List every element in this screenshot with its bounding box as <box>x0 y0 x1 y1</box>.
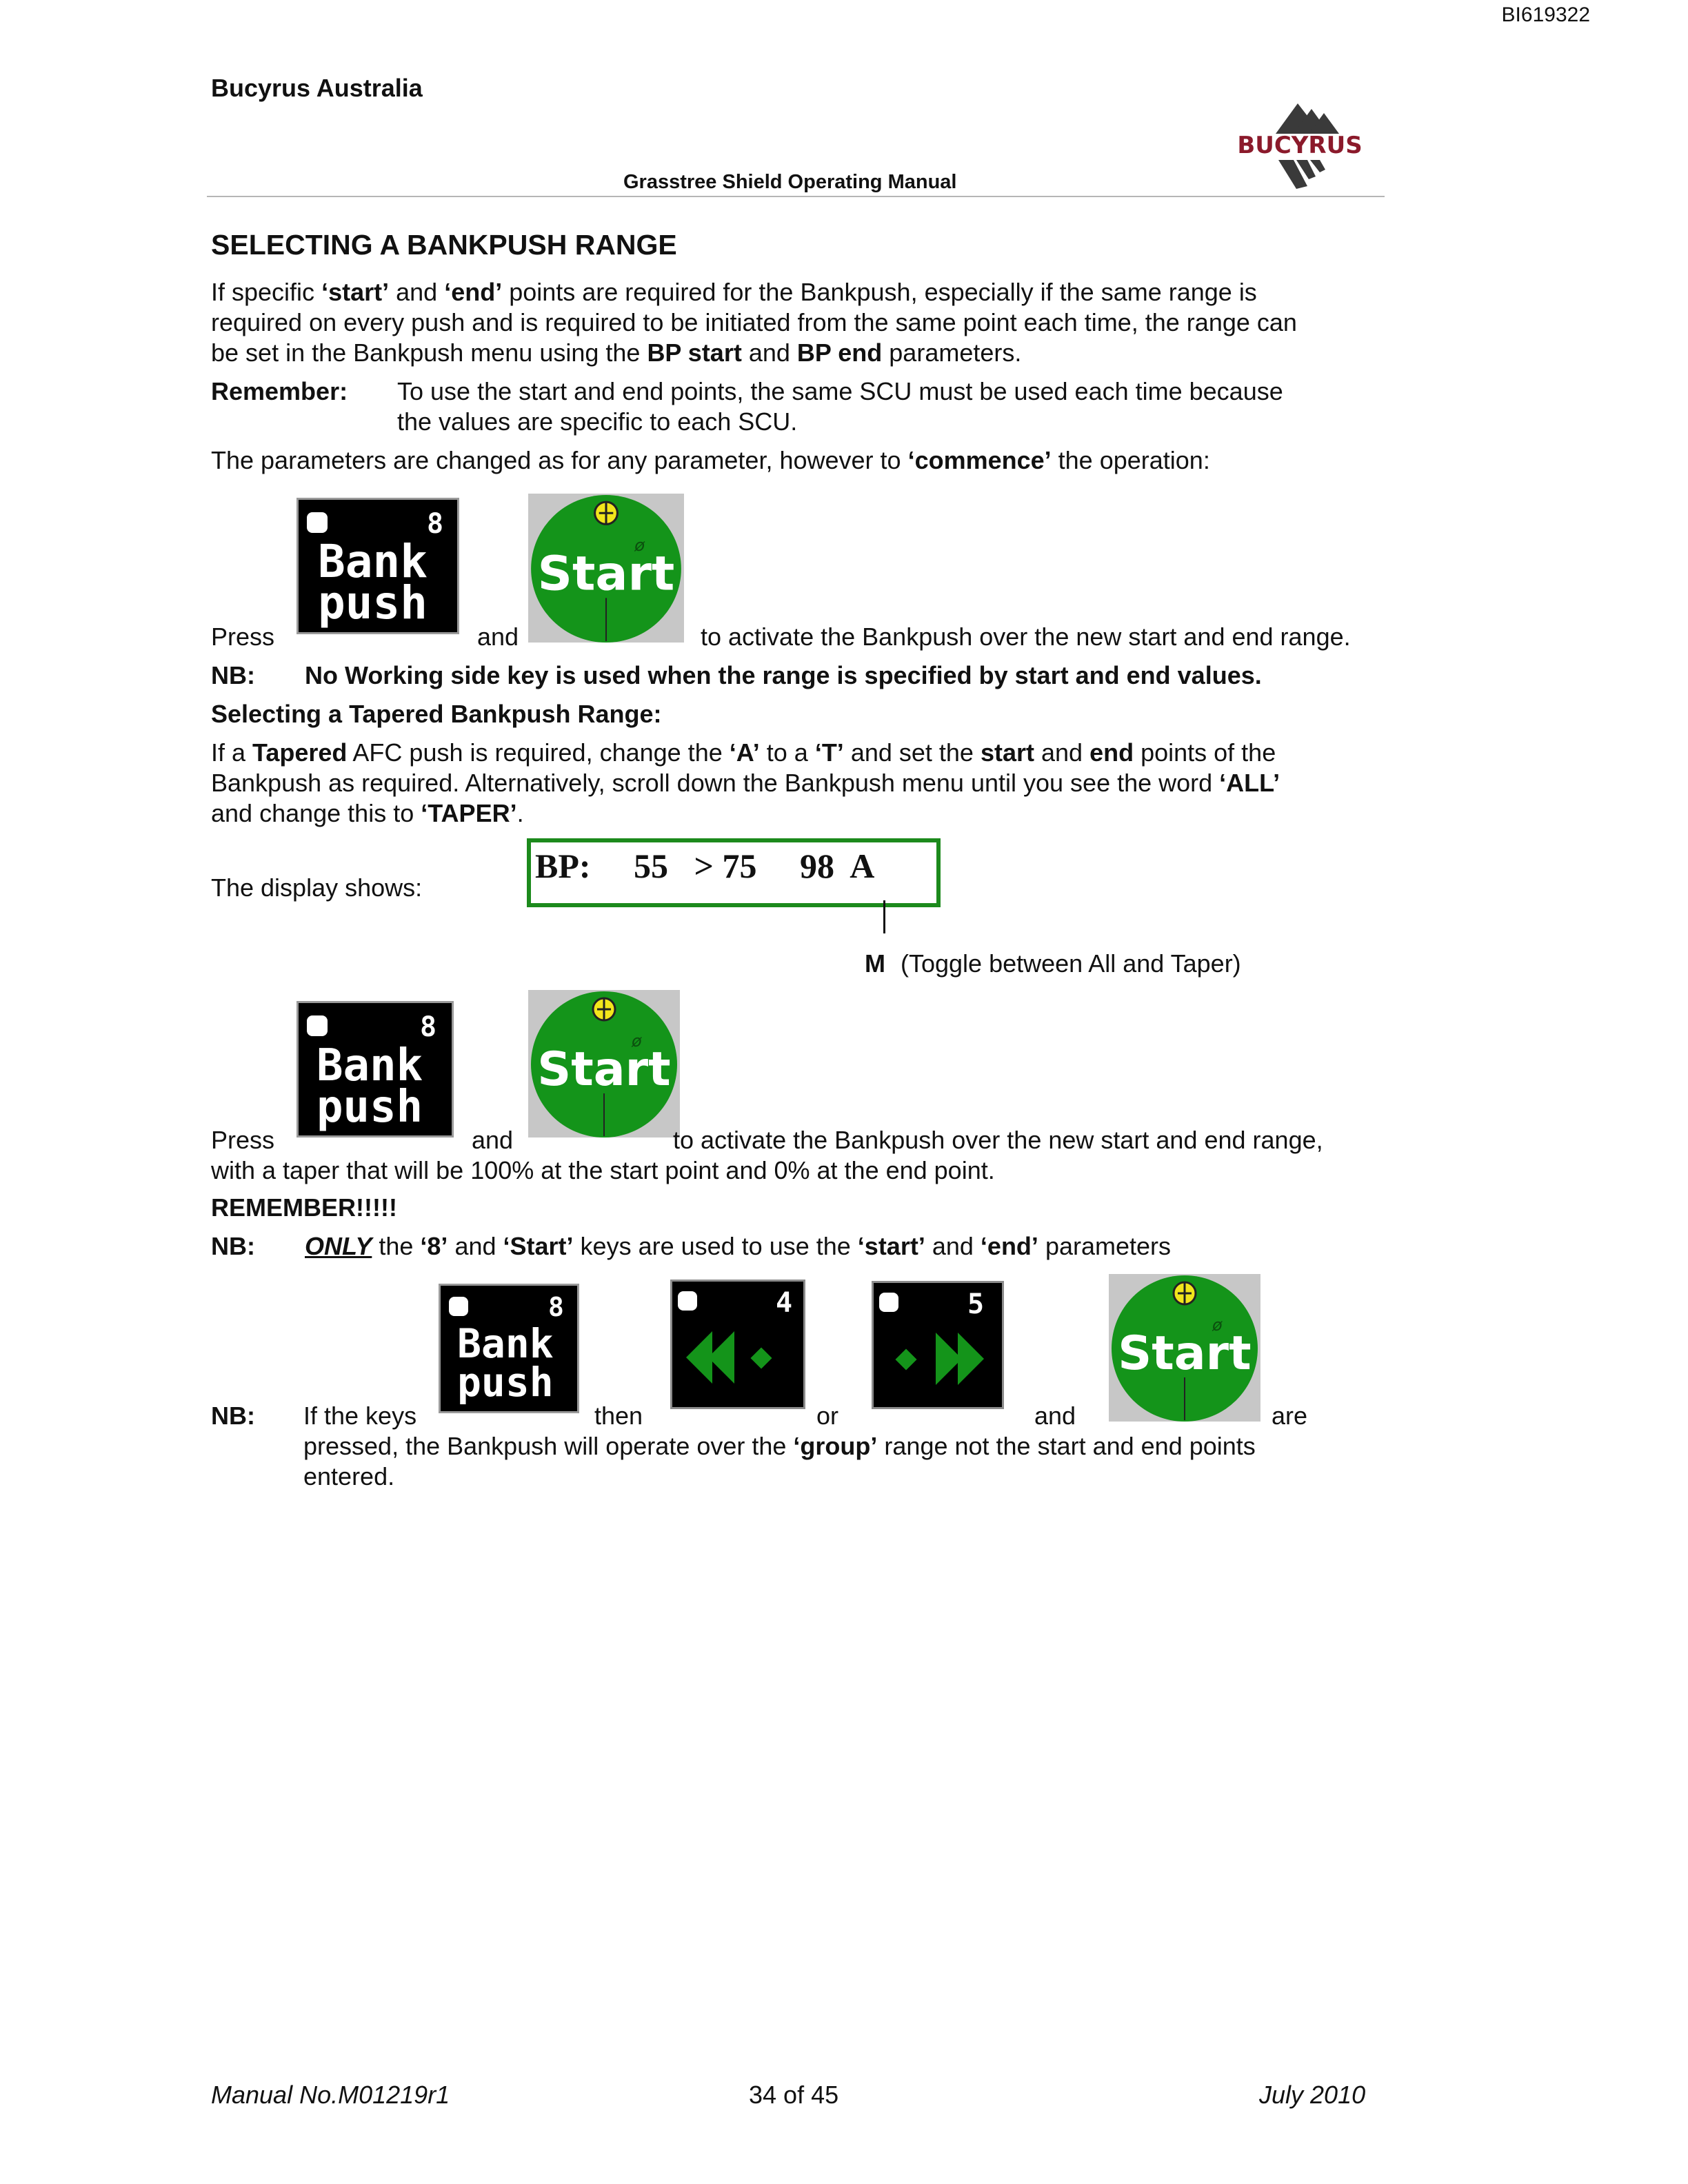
bankpush-display <box>527 838 941 907</box>
nb3-then: then <box>594 1402 643 1430</box>
start-key-label: Start <box>537 546 675 602</box>
remember-line-1: To use the start and end points, the same SCU must be used each time because <box>397 377 1283 405</box>
logo-text: BUCYRUS <box>1237 132 1363 159</box>
remember-line-2: the values are specific to each SCU. <box>397 407 798 436</box>
footer-manual-no: Manual No.M01219r1 <box>211 2081 450 2109</box>
footer-page-number: 34 of 45 <box>749 2081 839 2109</box>
tapered-heading: Selecting a Tapered Bankpush Range: <box>211 700 662 728</box>
start-key-label: Start <box>1118 1326 1252 1381</box>
start-key-icon[interactable] <box>528 494 684 643</box>
bank-key-number: 8 <box>548 1292 564 1322</box>
toggle-marker: M <box>865 949 885 978</box>
start-key-label: Start <box>537 1042 671 1097</box>
start-key-icon[interactable] <box>528 990 680 1138</box>
nb3-are: are <box>1272 1402 1308 1430</box>
toggle-pointer-line <box>883 900 885 933</box>
nb2-text: ONLY the ‘8’ and ‘Start’ keys are used to use the ‘start’ and ‘end’ parameters <box>305 1232 1172 1260</box>
bank-key-line1: Bank <box>318 535 428 588</box>
bank-key-line1: Bank <box>316 1040 423 1091</box>
group-left-key-icon[interactable] <box>670 1280 805 1409</box>
press-label-2: Press <box>211 1126 275 1154</box>
bank-key-number: 8 <box>427 508 444 540</box>
bank-key-line2: push <box>318 576 428 629</box>
bankpush-key-icon[interactable] <box>439 1284 579 1413</box>
left-key-number: 4 <box>776 1287 793 1319</box>
tapered-line-1: If a Tapered AFC push is required, change the ‘A’ to a ‘T’ and set the start and end points of the <box>211 738 1276 767</box>
bucyrus-logo <box>1227 101 1372 192</box>
nb3-or: or <box>816 1402 839 1430</box>
section-title: SELECTING A BANKPUSH RANGE <box>211 229 677 261</box>
header-rule <box>207 196 1385 197</box>
and-label-2: and <box>472 1126 514 1154</box>
nb3-and: and <box>1034 1402 1076 1430</box>
bankpush-key-icon[interactable] <box>297 498 459 634</box>
display-label: The display shows: <box>211 873 423 902</box>
nb1-text: No Working side key is used when the range is specified by start and end values. <box>305 661 1262 689</box>
press-label-1: Press <box>211 623 275 651</box>
press2-line-2: with a taper that will be 100% at the start point and 0% at the end point. <box>211 1156 995 1184</box>
press2-after: to activate the Bankpush over the new start and end range, <box>673 1126 1323 1154</box>
intro-line-2: required on every push and is required to be initiated from the same point each time, the range can <box>211 308 1297 336</box>
remember-label: Remember: <box>211 377 348 405</box>
press1-after: to activate the Bankpush over the new start and end range. <box>701 623 1351 651</box>
intro-line-3: be set in the Bankpush menu using the BP start and BP end parameters. <box>211 338 1022 367</box>
nb2-label: NB: <box>211 1232 255 1260</box>
bank-key-line2: push <box>316 1082 423 1133</box>
display-text: BP: 55 > 75 98 A <box>535 847 875 885</box>
and-label-1: and <box>477 623 519 651</box>
footer-date: July 2010 <box>1259 2081 1366 2109</box>
bank-key-line2: push <box>457 1359 554 1406</box>
right-key-number: 5 <box>967 1288 985 1320</box>
bank-key-number: 8 <box>420 1011 437 1043</box>
remember-heading: REMEMBER!!!!! <box>211 1193 397 1222</box>
nb3-if-keys: If the keys <box>303 1402 417 1430</box>
bank-key-line1: Bank <box>457 1320 554 1367</box>
start-key-icon[interactable] <box>1109 1274 1260 1422</box>
params-line: The parameters are changed as for any parameter, however to ‘commence’ the operation: <box>211 446 1210 474</box>
manual-title: Grasstree Shield Operating Manual <box>623 171 957 193</box>
group-right-key-icon[interactable] <box>872 1281 1004 1409</box>
nb3-line-3: entered. <box>303 1462 395 1490</box>
intro-line-1: If specific ‘start’ and ‘end’ points are required for the Bankpush, especially if the same range is <box>211 278 1257 306</box>
nb3-label: NB: <box>211 1402 255 1430</box>
tapered-line-3: and change this to ‘TAPER’. <box>211 799 524 827</box>
bankpush-key-icon[interactable] <box>297 1001 454 1138</box>
tapered-line-2: Bankpush as required. Alternatively, scroll down the Bankpush menu until you see the word ‘ALL’ <box>211 769 1280 797</box>
toggle-note: (Toggle between All and Taper) <box>901 949 1241 978</box>
nb1-label: NB: <box>211 661 255 689</box>
document-id: BI619322 <box>1501 3 1590 26</box>
company-name: Bucyrus Australia <box>211 74 423 102</box>
nb3-line-2: pressed, the Bankpush will operate over the ‘group’ range not the start and end points <box>303 1432 1256 1460</box>
